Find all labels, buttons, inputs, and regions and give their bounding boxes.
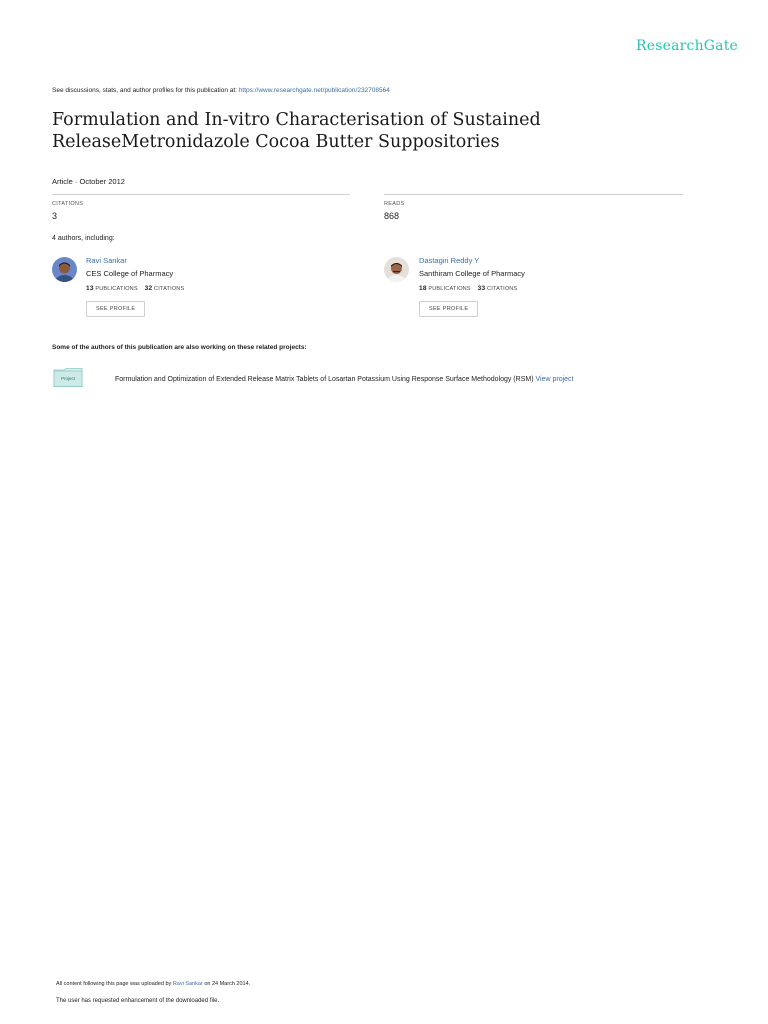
discussion-note xyxy=(52,87,390,94)
citations-label: CITATIONS xyxy=(52,201,84,207)
author-stats xyxy=(419,285,517,292)
researchgate-logo[interactable]: ResearchGate xyxy=(636,38,739,54)
authors-heading: 4 authors, including: xyxy=(52,235,115,242)
author-citations-count: 33 xyxy=(477,285,486,292)
publications-count: 18 xyxy=(419,285,427,292)
upload-prefix: All content following this page was uploaded by xyxy=(56,981,172,987)
author-citations-label: CITATIONS xyxy=(154,286,185,292)
see-profile-button[interactable]: SEE PROFILE xyxy=(86,301,145,317)
author-name-link[interactable]: Dastagiri Reddy Y xyxy=(419,256,480,265)
author-avatar-ravi-sankar[interactable] xyxy=(52,257,77,282)
author-citations-label: CITATIONS xyxy=(487,286,518,292)
uploader-link[interactable]: Ravi Sankar xyxy=(172,981,203,987)
related-projects-heading: Some of the authors of this publication are also working on these related projects: xyxy=(52,344,307,351)
citations-divider xyxy=(52,194,350,195)
publications-count: 13 xyxy=(86,285,94,292)
publications-label: PUBLICATIONS xyxy=(95,286,138,292)
author-stats xyxy=(86,285,184,292)
person-avatar-icon xyxy=(52,257,77,282)
reads-label: READS xyxy=(384,201,405,207)
see-profile-button[interactable]: SEE PROFILE xyxy=(419,301,478,317)
author-institution: CES College of Pharmacy xyxy=(86,269,174,278)
discussion-text: See discussions, stats, and author profiles for this publication at: xyxy=(52,87,237,94)
reads-value: 868 xyxy=(384,211,400,221)
author-avatar-dastagiri-reddy[interactable] xyxy=(384,257,409,282)
related-project xyxy=(115,376,574,383)
person-avatar-icon xyxy=(384,257,409,282)
publication-title: Formulation and In-vitro Characterisation of Sustained ReleaseMetronidazole Cocoa Butter Suppositories xyxy=(52,110,541,152)
project-icon-label: Project xyxy=(61,376,76,381)
project-icon[interactable] xyxy=(53,368,83,387)
author-institution: Santhiram College of Pharmacy xyxy=(419,269,525,278)
enhancement-note: The user has requested enhancement of the downloaded file. xyxy=(56,998,220,1004)
citations-value: 3 xyxy=(52,211,58,221)
reads-divider xyxy=(384,194,683,195)
publication-url-link[interactable]: https://www.researchgate.net/publication/232708564 xyxy=(238,87,390,94)
upload-note xyxy=(56,981,250,987)
author-citations-count: 32 xyxy=(144,285,153,292)
article-meta: Article · October 2012 xyxy=(52,177,125,186)
view-project-link[interactable]: View project xyxy=(535,376,574,383)
project-title: Formulation and Optimization of Extended Release Matrix Tablets of Losartan Potassium Using Response Surface Methodology (RSM) xyxy=(115,376,534,383)
author-name-link[interactable]: Ravi Sankar xyxy=(86,256,127,265)
upload-date: on 24 March 2014. xyxy=(204,981,251,987)
publications-label: PUBLICATIONS xyxy=(428,286,471,292)
